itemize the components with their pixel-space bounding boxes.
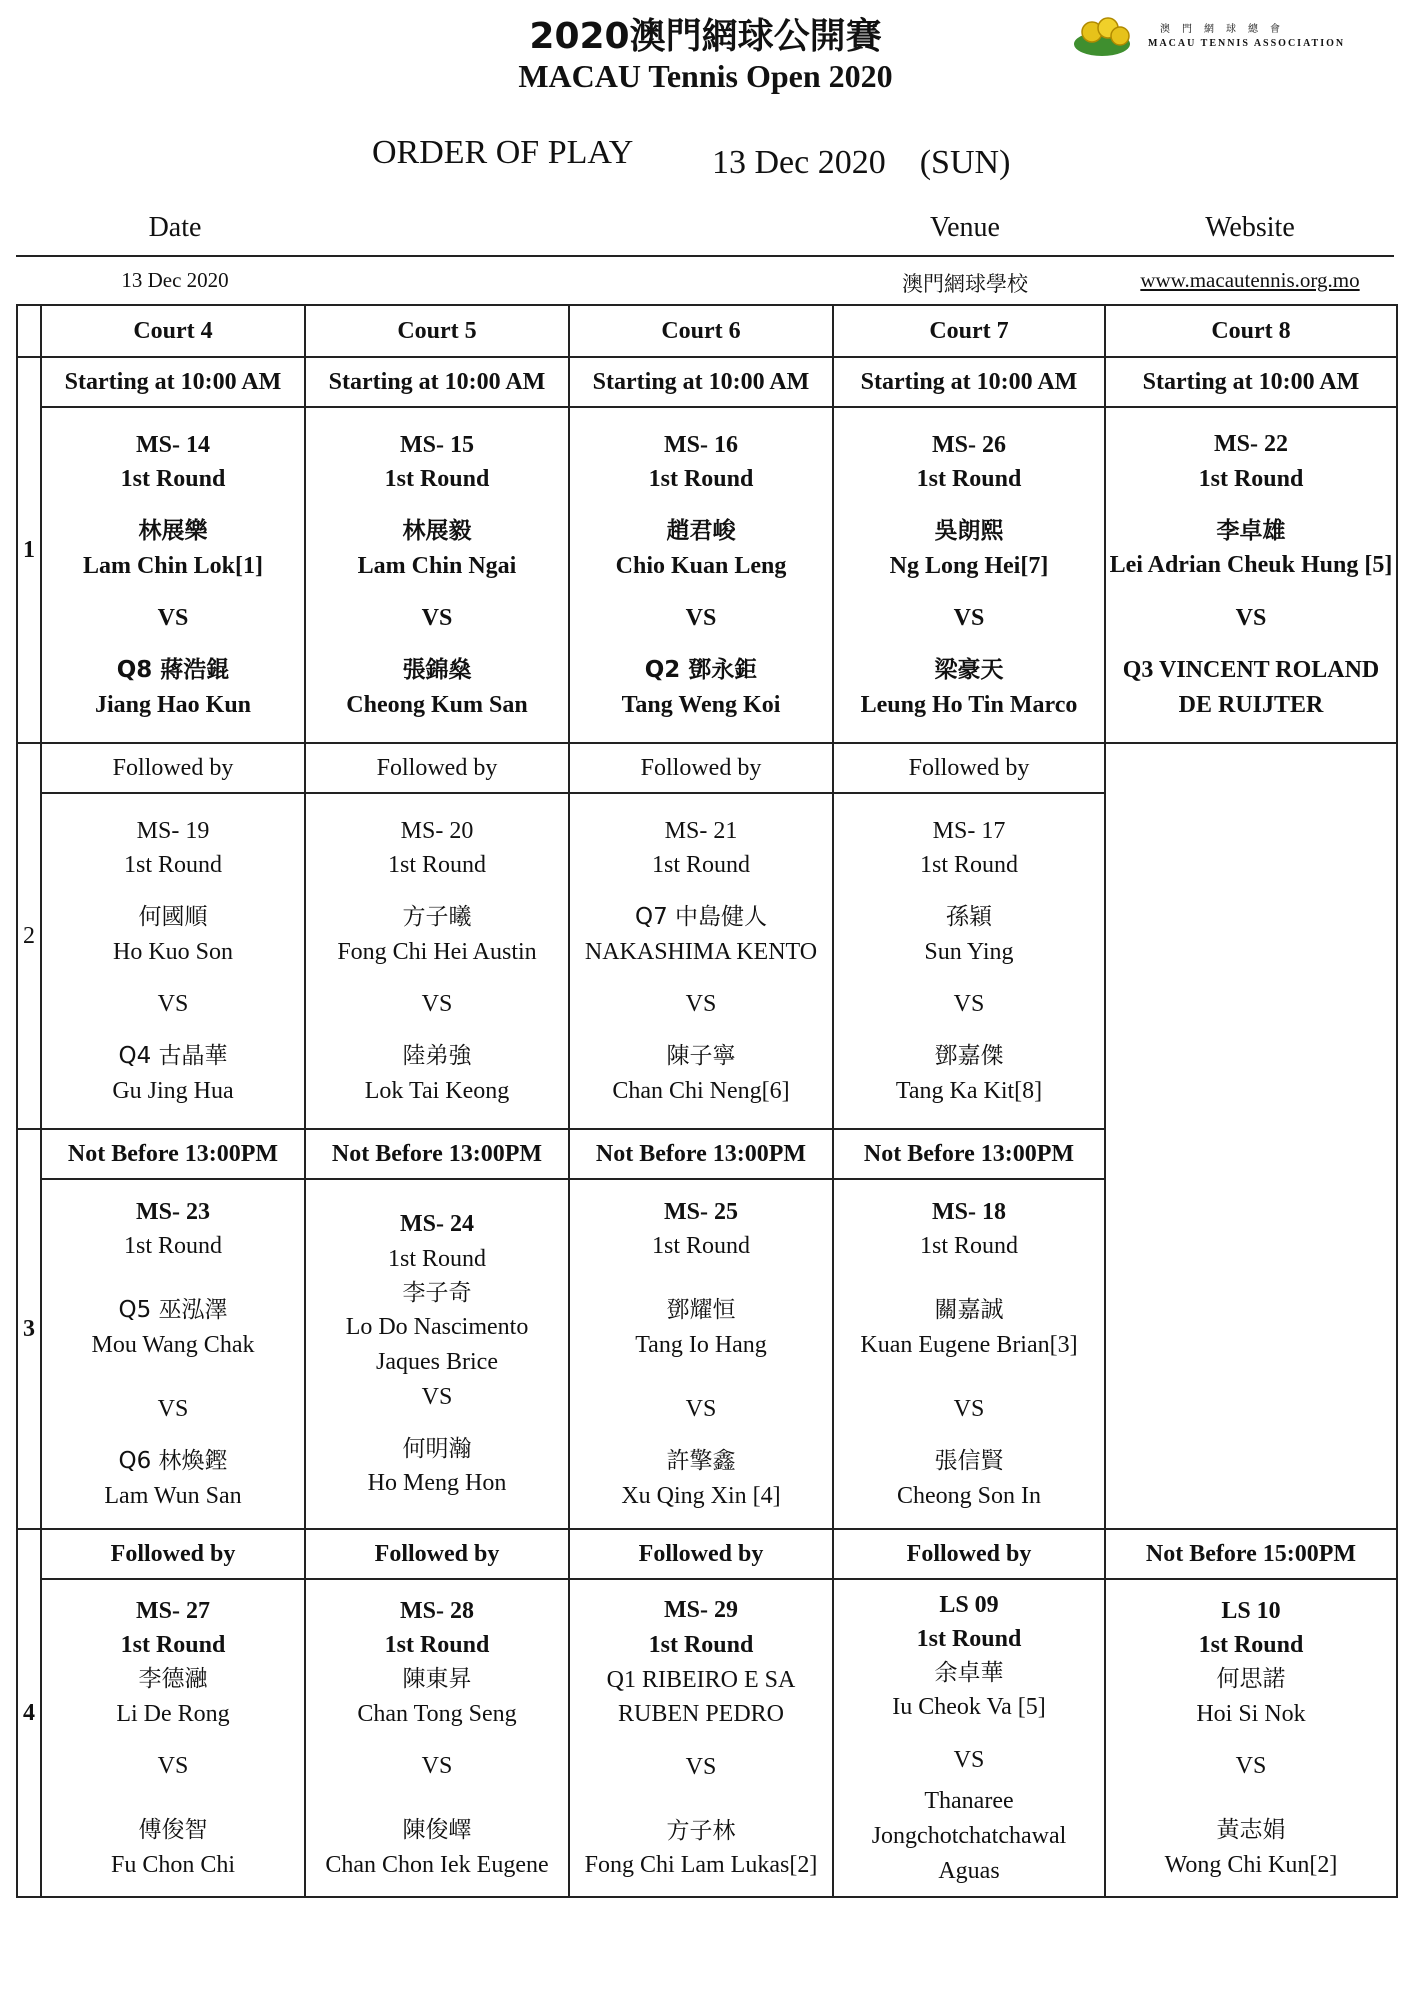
- start-time: Followed by: [833, 743, 1105, 793]
- vs-label: VS: [421, 1753, 453, 1780]
- player-1-line-1: Q1 RIBEIRO E SA: [606, 1666, 796, 1693]
- row-4-start-times: [17, 1529, 1397, 1579]
- player-2-en: Cheong Son In: [897, 1482, 1041, 1509]
- start-time: Starting at 10:00 AM: [569, 357, 833, 407]
- player-2-en: Lam Wun San: [104, 1482, 242, 1509]
- match-round: 1st Round: [387, 1246, 486, 1273]
- player-1-cn: 趙君峻: [666, 518, 736, 545]
- match-round: 1st Round: [916, 466, 1022, 493]
- player-2-line-3: Aguas: [938, 1857, 1000, 1884]
- player-1-cn: 吳朗熙: [934, 518, 1004, 545]
- player-2-cn: Q8 蔣浩錕: [116, 657, 230, 684]
- vs-label: VS: [157, 605, 189, 632]
- date-label: Date: [148, 212, 202, 243]
- match-cell: [569, 407, 833, 743]
- player-1-en: Hoi Si Nok: [1196, 1700, 1306, 1727]
- match-round: 1st Round: [648, 1631, 754, 1658]
- match-cell: [41, 407, 305, 743]
- player-2-cn: 黃志娟: [1216, 1817, 1286, 1844]
- start-time: Starting at 10:00 AM: [833, 357, 1105, 407]
- vs-label: VS: [953, 605, 985, 632]
- match-code: MS- 18: [932, 1198, 1006, 1225]
- match-code: MS- 28: [400, 1597, 474, 1624]
- player-2-en: Wong Chi Kun[2]: [1164, 1851, 1338, 1878]
- match-cell: [41, 1579, 305, 1897]
- vs-label: VS: [421, 605, 453, 632]
- player-2-cn: Q6 林煥鏗: [118, 1448, 228, 1475]
- court-8-header: Court 8: [1105, 305, 1397, 357]
- vs-label: VS: [1235, 1753, 1267, 1780]
- match-code: MS- 15: [400, 431, 474, 458]
- match-cell: [569, 1579, 833, 1897]
- match-cell: [1105, 407, 1397, 743]
- player-1-en: Ho Kuo Son: [112, 938, 233, 965]
- match-round: 1st Round: [120, 466, 226, 493]
- player-1-cn: 李子奇: [402, 1279, 472, 1306]
- player-1-en: Chan Tong Seng: [357, 1700, 517, 1727]
- player-2-cn: 梁豪天: [934, 657, 1004, 684]
- match-code: MS- 19: [136, 817, 210, 844]
- match-round: 1st Round: [123, 852, 222, 879]
- vs-label: VS: [421, 1383, 453, 1410]
- match-code: LS 09: [939, 1591, 999, 1618]
- logo-text-cn: 澳門網球總會: [1160, 24, 1292, 35]
- vs-label: VS: [953, 1747, 985, 1774]
- start-time: Not Before 13:00PM: [41, 1129, 305, 1179]
- court-5-header: Court 5: [305, 305, 569, 357]
- player-2-cn: 何明瀚: [402, 1435, 472, 1462]
- header-divider: [16, 255, 1394, 257]
- venue-label: Venue: [930, 212, 1000, 243]
- venue-value: 澳門網球學校: [902, 272, 1028, 296]
- match-code: LS 10: [1221, 1597, 1281, 1624]
- match-code: MS- 17: [932, 817, 1006, 844]
- player-2-en: Ho Meng Hon: [367, 1469, 507, 1496]
- association-logo: [1070, 14, 1360, 60]
- player-2-en: Fong Chi Lam Lukas[2]: [584, 1852, 818, 1879]
- match-code: MS- 27: [136, 1597, 210, 1624]
- player-2-cn: 方子林: [666, 1817, 736, 1844]
- player-2-cn: 陳俊嶧: [402, 1817, 472, 1844]
- match-code: MS- 14: [136, 431, 210, 458]
- player-2-line-1: Thanaree: [924, 1788, 1014, 1815]
- match-cell: [833, 793, 1105, 1129]
- player-1-en: Lei Adrian Cheuk Hung [5]: [1109, 551, 1393, 578]
- player-2-en: Gu Jing Hua: [112, 1077, 234, 1104]
- order-of-play-heading: ORDER OF PLAY: [372, 134, 634, 171]
- player-2-line-1: Q3 VINCENT ROLAND: [1122, 657, 1380, 684]
- player-1-cn: 陳東昇: [402, 1666, 472, 1693]
- player-2-en: Lok Tai Keong: [364, 1077, 510, 1104]
- player-2-en: Tang Weng Koi: [621, 691, 781, 718]
- match-cell: [41, 1179, 305, 1529]
- player-2-en: Chan Chon Iek Eugene: [325, 1851, 549, 1878]
- vs-label: VS: [685, 1754, 717, 1781]
- player-2-cn: 張錦燊: [402, 657, 472, 684]
- match-round: 1st Round: [648, 466, 754, 493]
- player-2-cn: 鄧嘉傑: [934, 1043, 1004, 1070]
- player-2-cn: 許擎鑫: [666, 1448, 736, 1475]
- date-value: 13 Dec 2020: [121, 268, 229, 292]
- match-code: MS- 24: [400, 1211, 474, 1238]
- player-1-cn: Q5 巫泓澤: [118, 1297, 228, 1324]
- row-number-2: 2: [17, 743, 41, 1129]
- vs-label: VS: [157, 1396, 189, 1423]
- vs-label: VS: [685, 991, 717, 1018]
- website-link[interactable]: www.macautennis.org.mo: [1140, 268, 1360, 292]
- player-1-en: Iu Cheok Va [5]: [892, 1694, 1046, 1721]
- court-header-row: [17, 305, 1397, 357]
- title-english: MACAU Tennis Open 2020: [518, 58, 893, 94]
- start-time: Followed by: [305, 743, 569, 793]
- player-1-en: Li De Rong: [116, 1700, 230, 1727]
- player-1-en: Chio Kuan Leng: [615, 552, 787, 579]
- player-1-en: Tang Io Hang: [635, 1331, 767, 1358]
- player-1-cn: 何國順: [138, 904, 208, 931]
- player-1-cn: 孫穎: [946, 904, 992, 931]
- match-cell: [569, 1179, 833, 1529]
- player-1-en: Lam Chin Ngai: [357, 552, 517, 579]
- match-round: 1st Round: [1198, 465, 1304, 492]
- start-time: Followed by: [305, 1529, 569, 1579]
- start-time: Followed by: [569, 1529, 833, 1579]
- start-time: Followed by: [833, 1529, 1105, 1579]
- player-2-cn: Q2 鄧永鉅: [644, 657, 758, 684]
- player-2-line-2: DE RUIJTER: [1178, 692, 1324, 719]
- player-2-cn: 傅俊智: [138, 1817, 208, 1844]
- player-1-en: Ng Long Hei[7]: [889, 552, 1049, 579]
- player-1-en: Kuan Eugene Brian[3]: [860, 1331, 1078, 1358]
- row-1-matches: [17, 407, 1397, 743]
- start-time: Not Before 13:00PM: [305, 1129, 569, 1179]
- vs-label: VS: [1235, 604, 1267, 631]
- match-round: 1st Round: [919, 1233, 1018, 1260]
- player-1-en: Sun Ying: [924, 938, 1014, 965]
- match-round: 1st Round: [919, 852, 1018, 879]
- match-code: MS- 25: [664, 1198, 738, 1225]
- match-code: MS- 21: [664, 817, 738, 844]
- vs-label: VS: [685, 1396, 717, 1423]
- logo-text-en: MACAU TENNIS ASSOCIATION: [1148, 38, 1346, 49]
- row-number-1: 1: [17, 357, 41, 743]
- player-1-cn: 林展毅: [402, 518, 472, 545]
- player-2-en: Tang Ka Kit[8]: [895, 1077, 1043, 1104]
- player-1-cn: 方子曦: [402, 904, 472, 931]
- player-1-en-line-2: Jaques Brice: [376, 1349, 498, 1375]
- start-time: Starting at 10:00 AM: [41, 357, 305, 407]
- start-time: Not Before 13:00PM: [569, 1129, 833, 1179]
- match-cell: [833, 1179, 1105, 1529]
- match-cell: [305, 793, 569, 1129]
- player-2-cn: Q4 古晶華: [118, 1043, 228, 1070]
- website-label: Website: [1205, 212, 1295, 243]
- player-1-en: Fong Chi Hei Austin: [337, 938, 537, 965]
- start-time: Followed by: [569, 743, 833, 793]
- row-1-start-times: [17, 357, 1397, 407]
- row-4-matches: [17, 1579, 1397, 1897]
- vs-label: VS: [157, 1753, 189, 1780]
- court-6-header: Court 6: [569, 305, 833, 357]
- match-cell: [833, 1579, 1105, 1897]
- match-code: MS- 16: [664, 431, 738, 458]
- match-round: 1st Round: [387, 852, 486, 879]
- match-cell: [569, 793, 833, 1129]
- start-time: Followed by: [41, 1529, 305, 1579]
- vs-label: VS: [157, 991, 189, 1018]
- start-time: Not Before 15:00PM: [1105, 1529, 1397, 1579]
- player-1-cn: 關嘉誠: [934, 1297, 1004, 1324]
- match-round: 1st Round: [651, 852, 750, 879]
- start-time: Followed by: [41, 743, 305, 793]
- player-2-en: Chan Chi Neng[6]: [612, 1077, 790, 1104]
- start-time: Starting at 10:00 AM: [1105, 357, 1397, 407]
- match-cell: [41, 793, 305, 1129]
- player-1-en: Lo Do Nascimento: [345, 1314, 529, 1341]
- player-1-cn: 李卓雄: [1216, 517, 1286, 544]
- match-round: 1st Round: [1198, 1632, 1304, 1659]
- match-round: 1st Round: [120, 1632, 226, 1659]
- match-round: 1st Round: [384, 1632, 490, 1659]
- match-code: MS- 29: [664, 1596, 738, 1623]
- match-code: MS- 23: [136, 1198, 210, 1225]
- row-number-4: 4: [17, 1529, 41, 1897]
- player-2-en: Xu Qing Xin [4]: [621, 1482, 781, 1509]
- player-1-cn: 林展樂: [138, 518, 208, 545]
- start-time: Not Before 13:00PM: [833, 1129, 1105, 1179]
- player-1-cn: 鄧耀恒: [666, 1297, 736, 1324]
- match-cell: [305, 1179, 569, 1529]
- match-code: MS- 26: [932, 431, 1006, 458]
- player-1-cn: Q7 中島健人: [634, 904, 768, 931]
- vs-label: VS: [953, 1396, 985, 1423]
- match-round: 1st Round: [384, 466, 490, 493]
- player-2-line-2: Jongchotchatchawal: [871, 1822, 1067, 1849]
- player-1-en: Mou Wang Chak: [91, 1331, 255, 1358]
- player-1-cn: 何思諾: [1216, 1666, 1286, 1693]
- start-time: Starting at 10:00 AM: [305, 357, 569, 407]
- tennis-ball-logo-icon: [1070, 14, 1140, 60]
- vs-label: VS: [953, 991, 985, 1018]
- row-2-start-times: [17, 743, 1397, 793]
- corner-cell: [17, 305, 41, 357]
- player-1-en: Lam Chin Lok[1]: [82, 552, 264, 579]
- player-1-line-2: RUBEN PEDRO: [617, 1701, 785, 1728]
- player-1-cn: 余卓華: [934, 1660, 1004, 1687]
- match-code: MS- 20: [400, 817, 474, 844]
- match-round: 1st Round: [916, 1626, 1022, 1653]
- row-number-3: 3: [17, 1129, 41, 1529]
- vs-label: VS: [421, 991, 453, 1018]
- match-cell: [305, 1579, 569, 1897]
- vs-label: VS: [685, 605, 717, 632]
- match-cell: [1105, 1579, 1397, 1897]
- player-2-en: Leung Ho Tin Marco: [860, 691, 1078, 718]
- player-2-en: Cheong Kum San: [346, 691, 528, 718]
- player-2-cn: 張信賢: [934, 1448, 1004, 1475]
- player-2-en: Jiang Hao Kun: [94, 691, 252, 718]
- match-round: 1st Round: [651, 1233, 750, 1260]
- match-round: 1st Round: [123, 1233, 222, 1260]
- order-of-play-date: 13 Dec 2020 (SUN): [712, 144, 1011, 181]
- match-cell: [305, 407, 569, 743]
- title-chinese: 2020澳門網球公開賽: [529, 16, 882, 57]
- court-7-header: Court 7: [833, 305, 1105, 357]
- player-2-cn: 陸弟強: [402, 1043, 472, 1070]
- schedule-table: [16, 304, 1398, 1898]
- player-1-cn: 李德瀜: [138, 1666, 208, 1693]
- court-4-header: Court 4: [41, 305, 305, 357]
- player-1-en: NAKASHIMA KENTO: [584, 938, 818, 965]
- player-2-cn: 陳子寧: [666, 1043, 736, 1070]
- player-2-en: Fu Chon Chi: [110, 1851, 236, 1878]
- match-code: MS- 22: [1214, 430, 1288, 457]
- court-8-empty-cell: [1105, 743, 1397, 1529]
- match-cell: [833, 407, 1105, 743]
